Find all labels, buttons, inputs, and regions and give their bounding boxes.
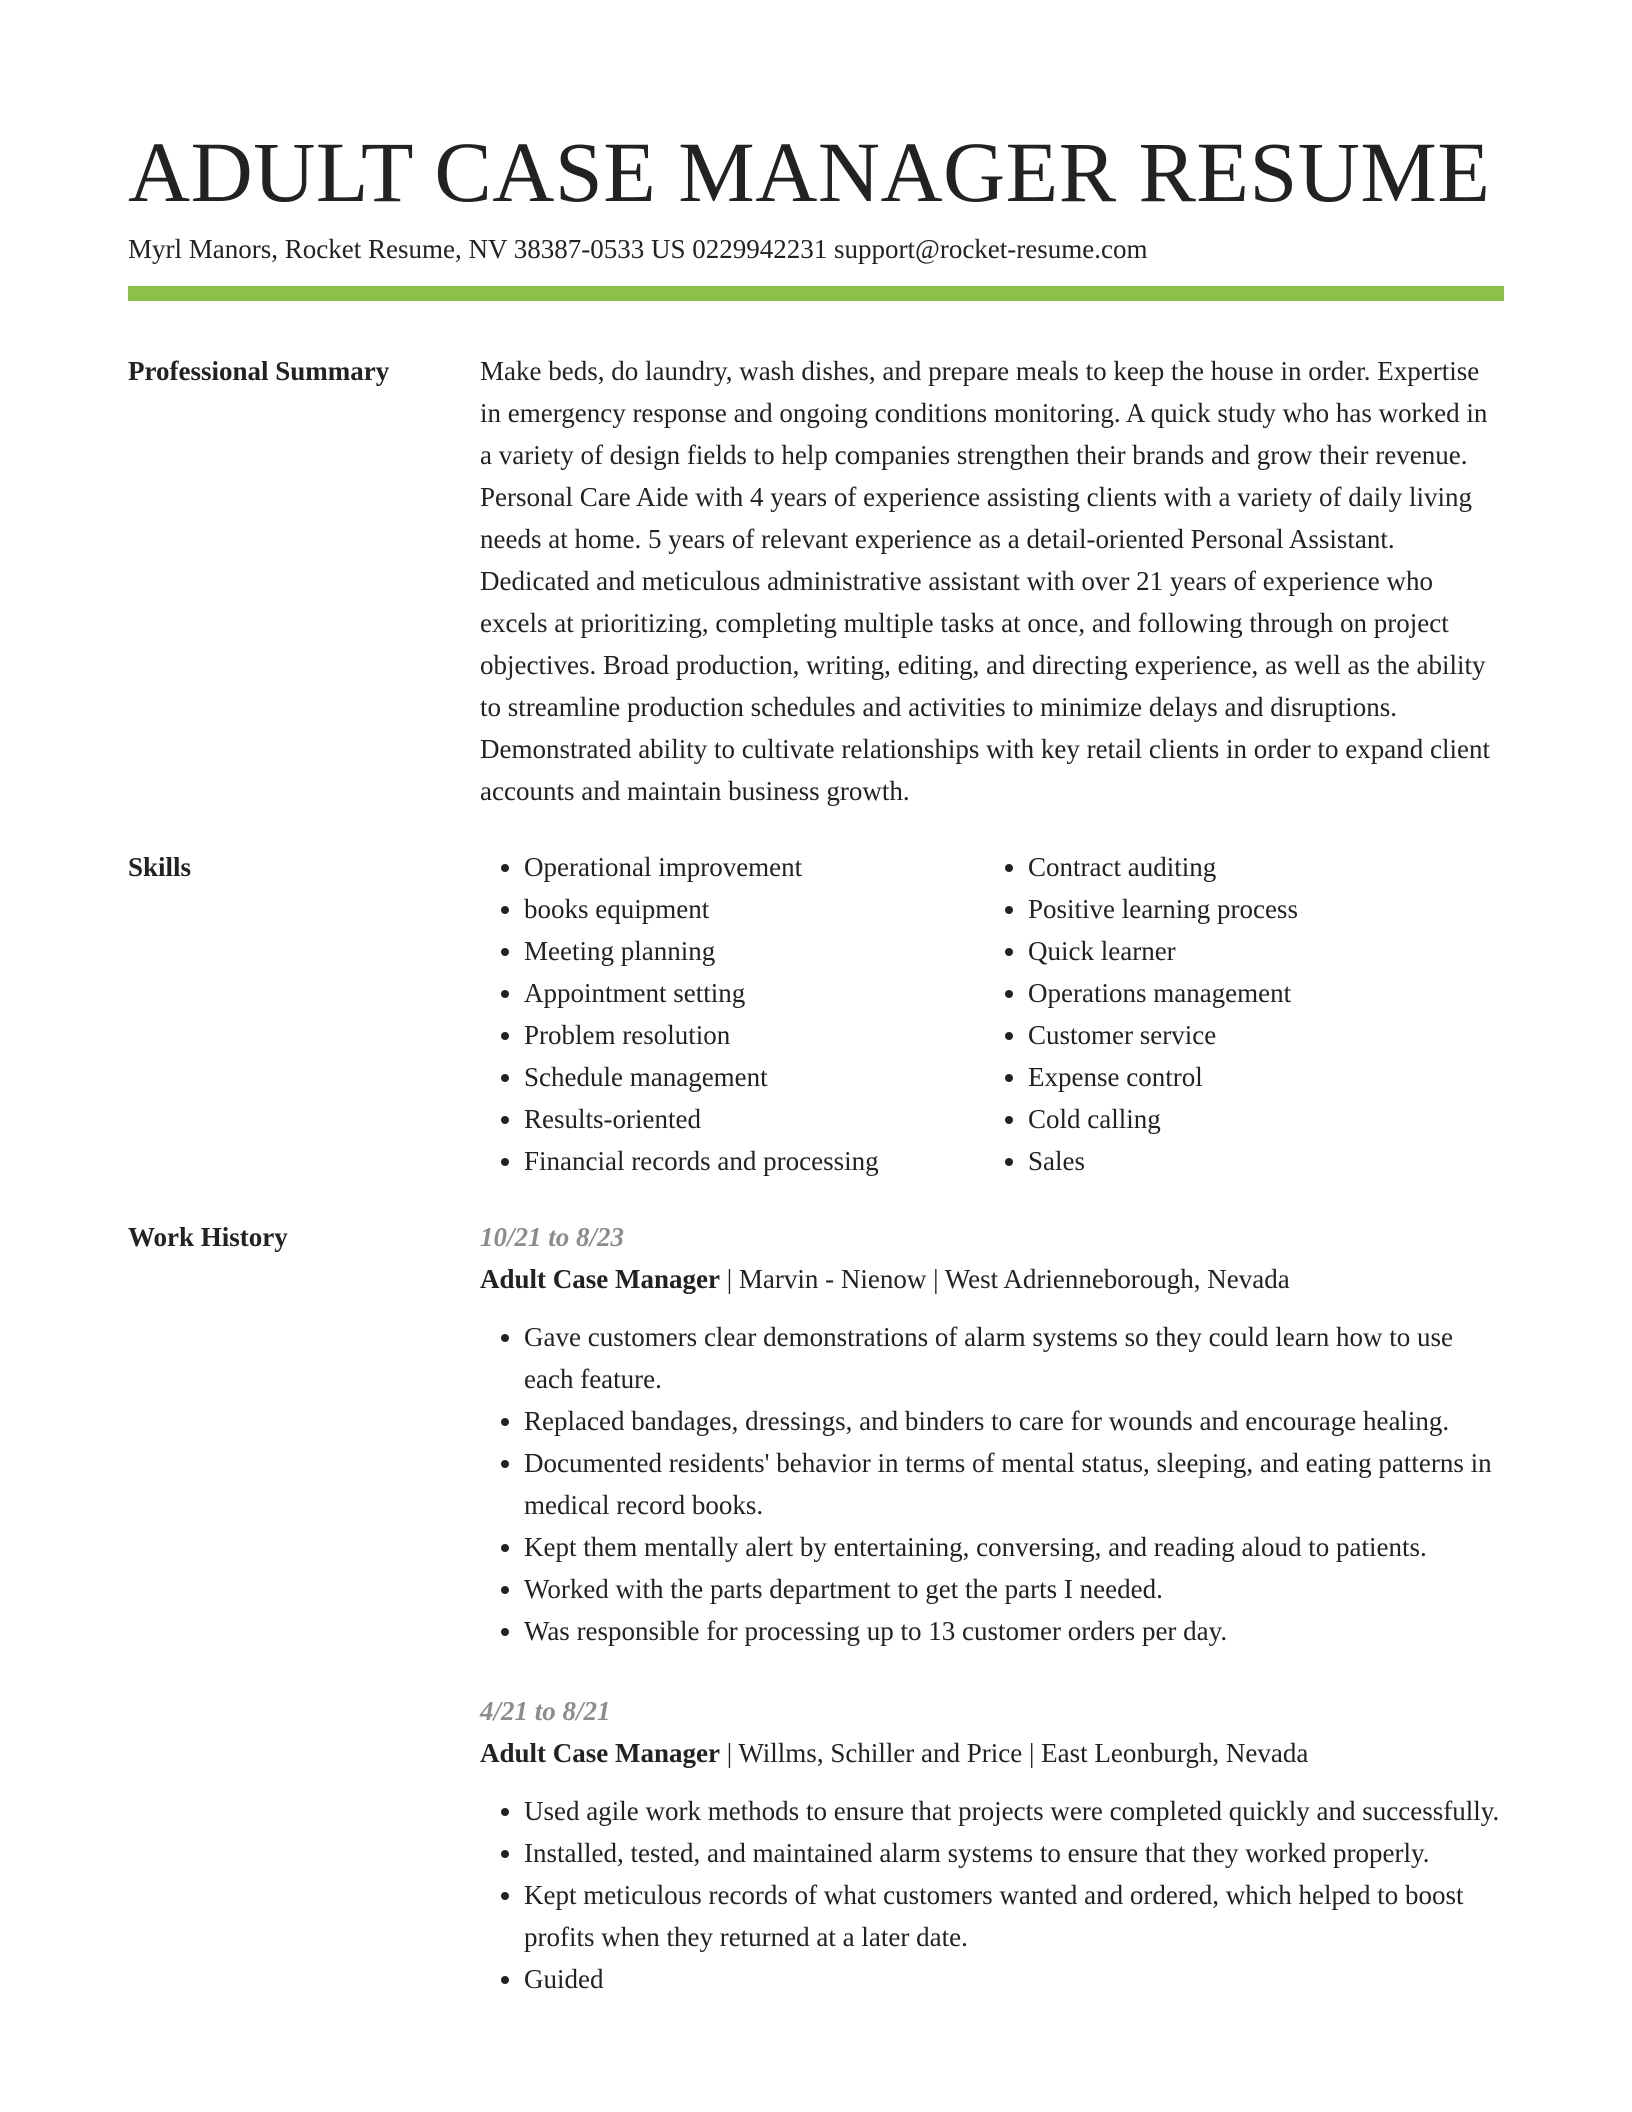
job-title-line	[480, 1258, 1504, 1300]
job-dates: 4/21 to 8/21	[480, 1696, 611, 1726]
skill-item: • Positive learning process	[1028, 888, 1488, 930]
job-employer-location: | Willms, Schiller and Price | East Leonburgh, Nevada	[719, 1738, 1309, 1768]
skills-list	[480, 846, 1504, 1182]
job-employer-location: | Marvin - Nienow | West Adrienneborough, Nevada	[719, 1264, 1290, 1294]
resume-sections	[128, 350, 1504, 2072]
skill-item: • Problem resolution	[524, 1014, 984, 1056]
job-bullet: • Installed, tested, and maintained alarm systems to ensure that they worked properly.	[524, 1832, 1504, 1874]
contact-line: Myrl Manors, Rocket Resume, NV 38387-0533 US 0229942231 support@rocket-resume.com	[128, 234, 1148, 264]
skill-item: • Operations management	[1028, 972, 1488, 1014]
section-label: Work History	[128, 1222, 288, 1252]
summary-section	[128, 350, 1504, 812]
job-bullet: • Was responsible for processing up to 13 customer orders per day.	[524, 1610, 1504, 1652]
summary-text: Make beds, do laundry, wash dishes, and prepare meals to keep the house in order. Expertise in emergency response and ongoing conditions monitoring. A quick study who has worked in a variety of design fields to help companies strengthen their brands and grow their revenue. Personal Care Aide with 4 years of experience assisting clients with a variety of daily living needs at home. 5 years of relevant experience as a detail-oriented Personal Assistant. Dedicated and meticulous administrative assistant with over 21 years of experience who excels at prioritizing, completing multiple tasks at once, and following through on project objectives. Broad production, writing, editing, and directing experience, as well as the ability to streamline production schedules and activities to minimize delays and disruptions. Demonstrated ability to cultivate relationships with key retail clients in order to expand client accounts and maintain business growth.	[480, 356, 1490, 806]
job-entry	[480, 1690, 1504, 2000]
job-bullet: • Worked with the parts department to get the parts I needed.	[524, 1568, 1504, 1610]
job-role: Adult Case Manager	[480, 1264, 720, 1294]
skills-column-1	[480, 846, 984, 1182]
job-bullet: • Used agile work methods to ensure that projects were completed quickly and successfully.	[524, 1790, 1504, 1832]
section-body	[480, 350, 1504, 812]
skill-item: • Sales	[1028, 1140, 1488, 1182]
skills-column-2	[984, 846, 1488, 1182]
job-bullet: • Guided	[524, 1958, 1504, 2000]
skill-item: • Contract auditing	[1028, 846, 1488, 888]
skill-item: • Financial records and processing	[524, 1140, 984, 1182]
skill-item: • Results-oriented	[524, 1098, 984, 1140]
header-divider	[128, 286, 1504, 301]
skill-item: • Appointment setting	[524, 972, 984, 1014]
skill-item: • Expense control	[1028, 1056, 1488, 1098]
skill-item: • Quick learner	[1028, 930, 1488, 972]
job-role: Adult Case Manager	[480, 1738, 720, 1768]
skill-item: • Cold calling	[1028, 1098, 1488, 1140]
job-dates: 10/21 to 8/23	[480, 1222, 625, 1252]
job-bullet: • Gave customers clear demonstrations of alarm systems so they could learn how to use each feature.	[524, 1316, 1504, 1400]
skill-item: • books equipment	[524, 888, 984, 930]
work-history-body	[480, 1216, 1504, 2038]
section-label: Skills	[128, 852, 192, 882]
job-bullet: • Documented residents' behavior in terms of mental status, sleeping, and eating patterns in medical record books.	[524, 1442, 1504, 1526]
skills-section	[128, 846, 1504, 1182]
job-title-line	[480, 1732, 1504, 1774]
resume-title: ADULT CASE MANAGER RESUME	[128, 124, 1491, 220]
work-history-section	[128, 1216, 1504, 2038]
job-bullets	[480, 1316, 1504, 1652]
skill-item: • Meeting planning	[524, 930, 984, 972]
skill-item: • Operational improvement	[524, 846, 984, 888]
section-label: Professional Summary	[128, 356, 390, 386]
job-bullet: • Kept them mentally alert by entertaining, conversing, and reading aloud to patients.	[524, 1526, 1504, 1568]
skill-item: • Customer service	[1028, 1014, 1488, 1056]
job-bullet: • Replaced bandages, dressings, and binders to care for wounds and encourage healing.	[524, 1400, 1504, 1442]
job-bullets	[480, 1790, 1504, 2000]
job-entry	[480, 1216, 1504, 1652]
skill-item: • Schedule management	[524, 1056, 984, 1098]
job-bullet: • Kept meticulous records of what customers wanted and ordered, which helped to boost profits when they returned at a later date.	[524, 1874, 1504, 1958]
